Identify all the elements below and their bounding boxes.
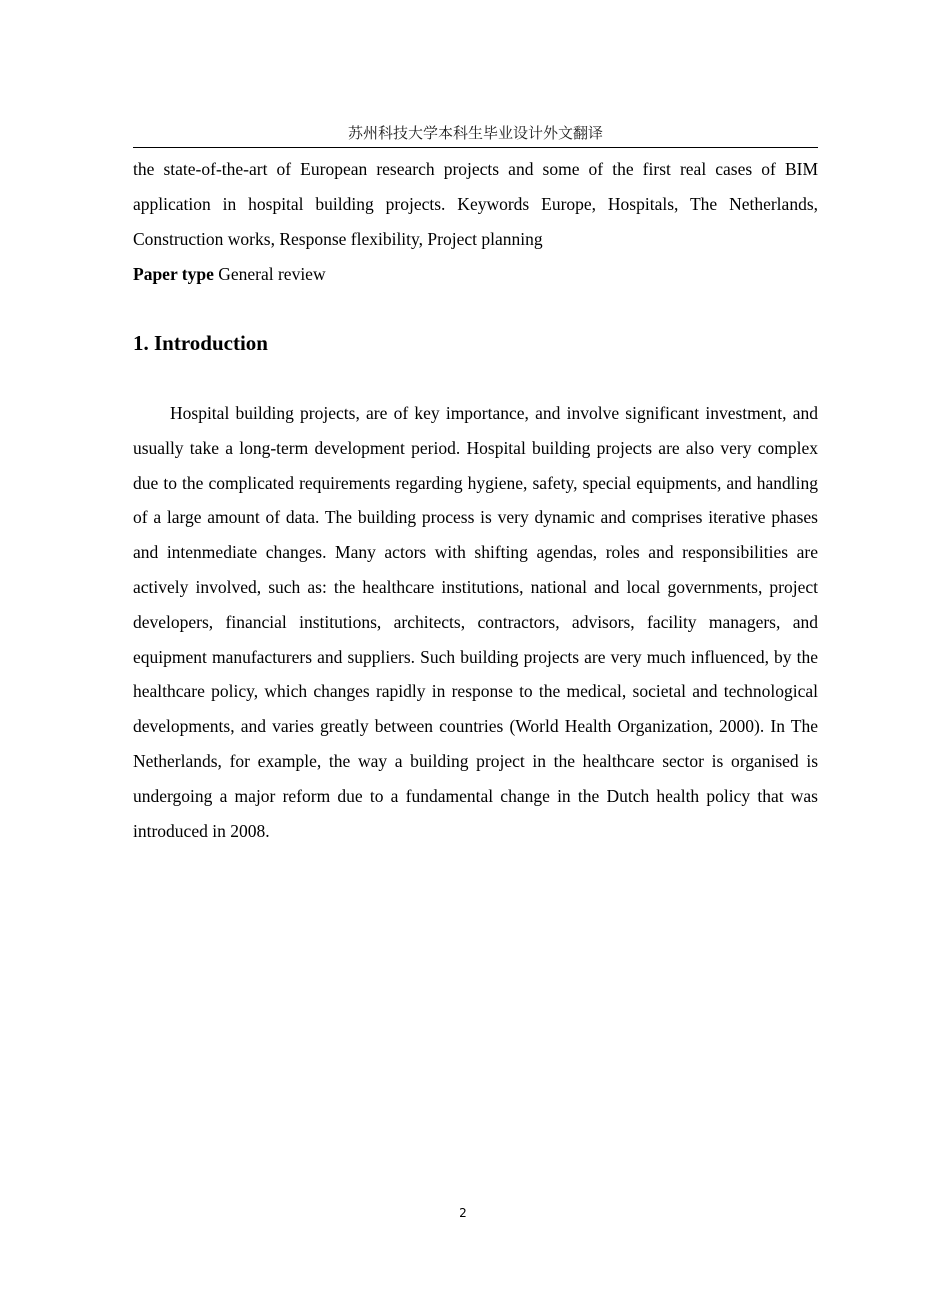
abstract-continuation: the state-of-the-art of European research projects and some of the first real cases of BIM application in hospital building projects. Keywords Europe, Hospitals, The Netherlands, Construction works, Response flexibility, Project planning [133,159,818,249]
running-header: 苏州科技大学本科生毕业设计外文翻译 [347,124,603,142]
paper-type-line [133,257,818,292]
section-heading-introduction: 1. Introduction [133,331,268,355]
page-number: 2 [459,1206,467,1220]
paper-type-value: General review [213,264,326,284]
paper-type-label: Paper type [133,264,214,284]
introduction-paragraph: Hospital building projects, are of key importance, and involve significant investment, and usually take a long-term development period. Hospital building projects are also very complex due to the complicated requirements regarding hygiene, safety, special equipments, and handling of a large amount of data. The building process is very dynamic and comprises iterative phases and intenmediate changes. Many actors with shifting agendas, roles and responsibilities are actively involved, such as: the healthcare institutions, national and local governments, project developers, financial institutions, architects, contractors, advisors, facility managers, and equipment manufacturers and suppliers. Such building projects are very much influenced, by the healthcare policy, which changes rapidly in response to the medical, societal and technological developments, and varies greatly between countries (World Health Organization, 2000). In The Netherlands, for example, the way a building project in the healthcare sector is organised is undergoing a major reform due to a fundamental change in the Dutch health policy that was introduced in 2008. [133,403,818,841]
header-divider [133,147,818,148]
